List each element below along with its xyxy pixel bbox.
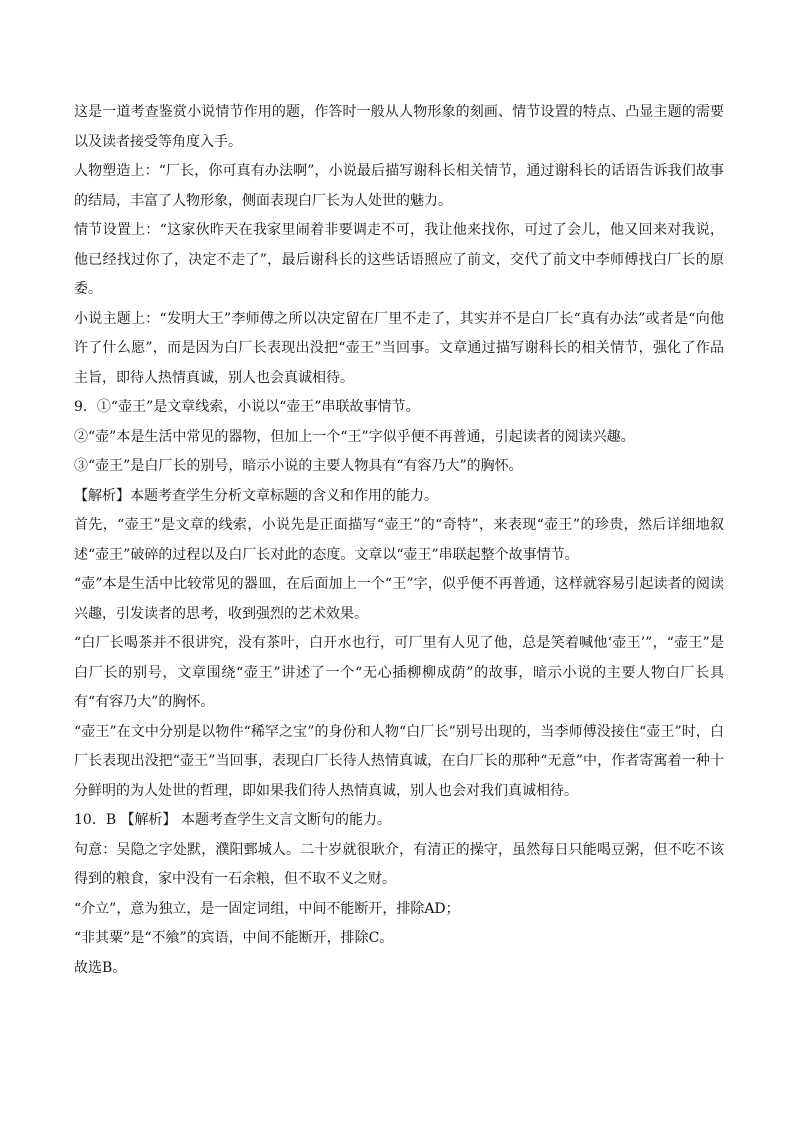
- paragraph-q9-analysis-3: “白厂长喝茶并不很讲究，没有茶叶，白开水也行，可厂里有人见了他，总是笑着喊他‘壶王’”，“壶王”是白厂长的别号，文章围绕“壶王”讲述了一个“无心插柳柳成荫”的故事，暗示小说的主要人物白厂长具有“有容乃大”的胸怀。: [74, 635, 724, 710]
- paragraph-q9-analysis-2: “壶”本是生活中比较常见的器皿，在后面加上一个“王”字，似乎便不再普通，这样就容易引起读者的阅读兴趣，引发读者的思考，收到强烈的艺术效果。: [74, 576, 724, 622]
- paragraph-q10-conclusion: 故选B。: [74, 959, 127, 976]
- paragraph-q9-analysis-heading: 【解析】本题考查学生分析文章标题的含义和作用的能力。: [74, 487, 438, 504]
- paragraph-q8-intro: 这是一道考查鉴赏小说情节作用的题，作答时一般从人物形象的刻画、情节设置的特点、凸显主题的需要以及读者接受等角度入手。: [74, 104, 724, 150]
- paragraph-q9-analysis-1: 首先，“壶王”是文章的线索，小说先是正面描写“壶王”的“奇特”，来表现“壶王”的珍贵，然后详细地叙述“壶王”破碎的过程以及白厂长对此的态度。文章以“壶王”串联起整个故事情节。: [74, 517, 724, 563]
- paragraph-q9-answer-3: ③“壶王”是白厂长的别号，暗示小说的主要人物具有“有容乃大”的胸怀。: [74, 458, 523, 474]
- paragraph-q10-translation: 句意：吴隐之字处默，濮阳鄄城人。二十岁就很耿介，有清正的操守，虽然每日只能喝豆粥，但不吃不该得到的粮食，家中没有一石余粮，但不取不义之财。: [74, 841, 724, 887]
- paragraph-q9-answer-1: 9．①“壶王”是文章线索，小说以“壶王”串联故事情节。: [74, 399, 420, 415]
- paragraph-q10-answer: 10．B 【解析】 本题考查学生文言文断句的能力。: [74, 812, 392, 828]
- paragraph-character-shaping: 人物塑造上：“厂长，你可真有办法啊”，小说最后描写谢科长相关情节，通过谢科长的话语告诉我们故事的结局，丰富了人物形象，侧面表现白厂长为人处世的魅力。: [74, 163, 724, 209]
- answer-analysis-text: [74, 98, 724, 983]
- paragraph-plot-setting: 情节设置上：“这家伙昨天在我家里闹着非要调走不可，我让他来找你，可过了会儿，他又回来对我说，他已经找过你了，决定不走了”，最后谢科长的这些话语照应了前文，交代了前文中李师傅找白厂长的原委。: [74, 222, 724, 297]
- paragraph-q10-reason-2: “非其粟”是“不飨”的宾语，中间不能断开，排除C。: [74, 930, 394, 946]
- paragraph-theme: 小说主题上：“发明大王”李师傅之所以决定留在厂里不走了，其实并不是白厂长“真有办法”或者是“向他许了什么愿”，而是因为白厂长表现出没把“壶王”当回事。文章通过描写谢科长的相关情节，强化了作品主旨，即待人热情真诚，别人也会真诚相待。: [74, 310, 724, 386]
- paragraph-q10-reason-1: “介立”，意为独立，是一固定词组，中间不能断开，排除AD；: [74, 900, 460, 917]
- paragraph-q9-answer-2: ②“壶”本是生活中常见的器物，但加上一个“王”字似乎便不再普通，引起读者的阅读兴趣。: [74, 428, 635, 445]
- paragraph-q9-analysis-4: “壶王”在文中分别是以物件“稀罕之宝”的身份和人物“白厂长”别号出现的，当李师傅没接住“壶王”时，白厂长表现出没把“壶王”当回事，表现白厂长待人热情真诚，在白厂长的那种“无意”中，作者寄寓着一种十分鲜明的为人处世的哲理，即如果我们待人热情真诚，别人也会对我们真诚相待。: [74, 723, 724, 799]
